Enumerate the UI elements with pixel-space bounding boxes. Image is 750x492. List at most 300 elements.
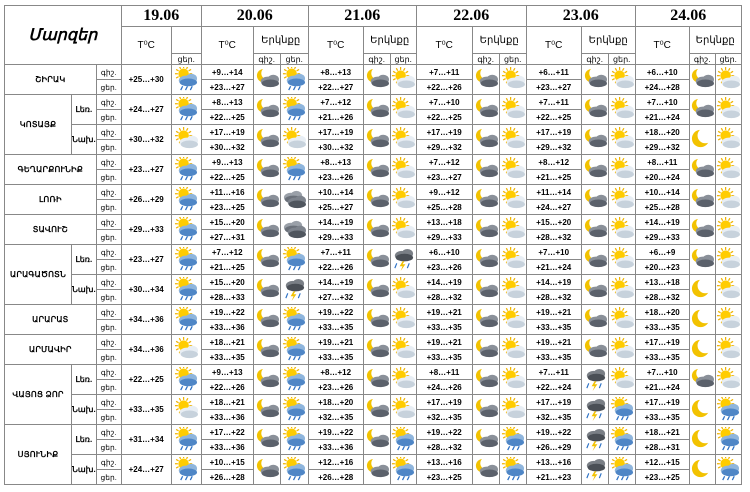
moon-cloud-icon [363,65,390,95]
region-name: ԱՐԱՐԱՏ [5,305,97,335]
temp-day: +21…+25 [526,170,581,185]
temp-night: +19…+22 [526,425,581,440]
temp-night: +17…+19 [416,395,472,410]
sun-cloud-icon [499,95,526,125]
moon-cloud-icon [363,455,390,485]
day-label: ցեր. [96,260,121,275]
temp-day: +21…+24 [635,110,689,125]
day-label: ցեր. [96,140,121,155]
temp-day: +28…+32 [526,230,581,245]
night-label: գիշ. [96,455,121,470]
temp-day-19: +31…+34 [121,425,171,455]
forecast-row [5,425,742,440]
sun-rain-icon [499,455,526,485]
day-label: ցեր. [96,380,121,395]
moon-cloud-icon [581,95,608,125]
zone-label: Լեռ. [72,245,97,275]
region-name: ԳԵՂԱՐՔՈՒՆԻՔ [5,155,97,185]
date-header-21: 21.06 [308,6,416,27]
day-label: ցեր. [96,410,121,425]
temp-night: +7…+12 [416,155,472,170]
temp-day-19: +34…+36 [121,335,171,365]
sun-cloud-icon [715,245,741,275]
sun-rain-icon [280,455,308,485]
moon-cloud-icon [581,185,608,215]
temp-night: +9…+12 [416,185,472,200]
temp-night: +8…+12 [308,365,363,380]
temp-night: +8…+13 [308,155,363,170]
temp-day: +23…+25 [201,200,253,215]
day-label: ցեր. [96,80,121,95]
temp-night: +19…+21 [526,335,581,350]
region-name: ԿՈՏԱՅՔ [5,95,72,155]
sun-rain-icon [280,365,308,395]
temp-night: +11…+16 [201,185,253,200]
temp-day: +27…+32 [308,290,363,305]
sun-rain-icon [608,455,635,485]
moon-cloud-icon [472,395,499,425]
moon-icon [689,425,715,455]
temp-night: +8…+13 [308,65,363,80]
moon-icon [689,335,715,365]
sun-rain-icon [280,425,308,455]
temp-night: +17…+19 [201,125,253,140]
moon-cloud-icon [689,245,715,275]
forecast-row [5,335,742,350]
sun-cloud-icon [715,155,741,185]
moon-cloud-icon [472,185,499,215]
temp-day: +21…+24 [526,260,581,275]
sun-rain-icon [390,425,416,455]
temp-day: +28…+32 [416,440,472,455]
temp-night: +9…+13 [201,155,253,170]
cloud-header-spacer [171,27,201,54]
day-label: ցեր. [96,440,121,455]
temp-day-19: +26…+29 [121,185,171,215]
day-subheader: ցեր. [715,54,741,65]
cloud-header: Երկնքը [472,27,526,54]
temp-header: T⁰C [416,27,472,65]
day-label: ցեր. [96,470,121,485]
sun-rain-icon [715,455,741,485]
sun-cloud-icon [171,395,201,425]
temp-night: +19…+21 [416,335,472,350]
sun-cloud-icon [608,185,635,215]
temp-day: +29…+32 [526,140,581,155]
temp-day-19: +22…+25 [121,365,171,395]
temp-night: +7…+11 [416,65,472,80]
forecast-row [5,95,742,110]
moon-cloud-icon [472,65,499,95]
temp-day: +22…+26 [416,80,472,95]
temp-day: +33…+36 [201,410,253,425]
temp-night: +8…+13 [201,95,253,110]
zone-label: Նախ. [72,395,97,425]
moon-cloud-icon [253,365,280,395]
date-header-20: 20.06 [201,6,308,27]
temp-day: +22…+25 [201,170,253,185]
sun-rain-icon [280,305,308,335]
temp-night: +17…+19 [526,395,581,410]
temp-day: +28…+32 [635,290,689,305]
region-name: ՏԱՎՈՒՇ [5,215,97,245]
day-label: ցեր. [96,200,121,215]
temp-day: +26…+29 [526,440,581,455]
temp-day: +23…+27 [201,80,253,95]
temp-night: +19…+21 [416,305,472,320]
region-name: ԱՐՄԱՎԻՐ [5,335,97,365]
sun-rain-icon [280,95,308,125]
temp-night: +6…+11 [526,65,581,80]
sun-cloud-icon [390,365,416,395]
sun-cloud-icon [499,125,526,155]
moon-cloud-icon [363,335,390,365]
night-label: գիշ. [96,245,121,260]
sun-cloud-icon [499,395,526,425]
temp-day: +33…+35 [526,350,581,365]
sun-cloud-icon [608,125,635,155]
cloud-header: Երկնքը [689,27,741,54]
temp-day: +21…+24 [635,380,689,395]
temp-day: +20…+24 [635,170,689,185]
temp-day-19: +25…+30 [121,65,171,95]
temp-night: +6…+10 [635,65,689,80]
temp-day: +23…+27 [416,170,472,185]
temp-night: +8…+11 [635,155,689,170]
temp-day-19: +33…+35 [121,395,171,425]
moon-cloud-icon [363,125,390,155]
regions-header: Մարզեր [5,6,122,65]
temp-day: +22…+25 [201,110,253,125]
sun-cloud-icon [499,305,526,335]
temp-day: +30…+32 [201,140,253,155]
moon-cloud-icon [581,305,608,335]
sun-cloud-icon [499,365,526,395]
night-label: գիշ. [96,425,121,440]
temp-day: +29…+33 [635,230,689,245]
sun-cloud-icon [608,215,635,245]
temp-header: T⁰C [201,27,253,65]
moon-cloud-icon [472,365,499,395]
forecast-row [5,395,742,410]
temp-night: +18…+21 [635,425,689,440]
temp-day: +32…+35 [308,410,363,425]
zone-label: Լեռ. [72,95,97,125]
sun-rain-icon [280,395,308,425]
moon-icon [689,455,715,485]
night-label: գիշ. [96,65,121,80]
zone-label: Նախ. [72,125,97,155]
moon-cloud-icon [472,305,499,335]
sun-rain-icon [171,155,201,185]
temp-night: +18…+20 [635,305,689,320]
temp-night: +19…+22 [308,305,363,320]
date-header-23: 23.06 [526,6,635,27]
sun-cloud-icon [608,305,635,335]
moon-cloud-icon [253,275,280,305]
sun-cloud-icon [390,275,416,305]
sun-rain-icon [171,365,201,395]
forecast-table [4,5,742,485]
day-subheader: ցեր. [499,54,526,65]
sun-cloud-icon [608,365,635,395]
temp-night: +7…+11 [526,365,581,380]
sun-cloud-icon [715,125,741,155]
zone-label: Նախ. [72,455,97,485]
sun-cloud-icon [715,185,741,215]
forecast-row [5,185,742,200]
night-label: գիշ. [96,125,121,140]
moon-cloud-icon [472,215,499,245]
sun-cloud-icon [390,305,416,335]
temp-day: +23…+26 [308,380,363,395]
region-name: ՎԱՅՈՑ ՁՈՐ [5,365,72,425]
moon-cloud-icon [581,125,608,155]
temp-day: +25…+28 [416,200,472,215]
moon-cloud-icon [472,425,499,455]
moon-cloud-icon [581,155,608,185]
forecast-row [5,215,742,230]
moon-cloud-icon [689,215,715,245]
temp-night: +10…+14 [635,185,689,200]
temp-day: +28…+32 [526,290,581,305]
zone-label: Նախ. [72,275,97,305]
night-label: գիշ. [96,185,121,200]
sun-cloud-icon [390,335,416,365]
sun-cloud-icon [390,155,416,185]
temp-header: T⁰C [121,27,171,65]
temp-day: +21…+23 [526,470,581,485]
sun-rain-icon [171,185,201,215]
moon-cloud-icon [253,455,280,485]
forecast-row [5,455,742,470]
temp-header: T⁰C [526,27,581,65]
sun-cloud-icon [499,275,526,305]
temp-day: +23…+25 [635,470,689,485]
temp-night: +10…+14 [308,185,363,200]
moon-icon [689,305,715,335]
temp-day: +33…+35 [526,320,581,335]
moon-icon [689,275,715,305]
sun-cloud-icon [499,65,526,95]
sun-cloud-icon [608,275,635,305]
temp-night: +17…+19 [526,125,581,140]
temp-night: +19…+21 [526,305,581,320]
moon-icon [689,395,715,425]
moon-cloud-icon [472,245,499,275]
temp-day: +30…+32 [308,140,363,155]
temp-day-19: +24…+27 [121,455,171,485]
night-subheader: գիշ. [689,54,715,65]
temp-night: +17…+19 [635,395,689,410]
storm-icon [581,455,608,485]
day-subheader: ցեր. [608,54,635,65]
zone-label: Լեռ. [72,425,97,455]
sun-rain-icon [715,395,741,425]
sun-cloud-icon [608,155,635,185]
sun-rain-icon [608,395,635,425]
temp-day: +26…+28 [308,470,363,485]
temp-night: +7…+12 [308,95,363,110]
moon-cloud-icon [363,95,390,125]
temp-day: +28…+33 [201,290,253,305]
night-label: գիշ. [96,365,121,380]
day-label: ցեր. [96,320,121,335]
night-subheader: գիշ. [472,54,499,65]
temp-night: +12…+16 [308,455,363,470]
moon-cloud-icon [472,95,499,125]
moon-cloud-icon [253,305,280,335]
moon-cloud-icon [363,185,390,215]
temp-day-19: +29…+33 [121,215,171,245]
forecast-row [5,275,742,290]
sun-cloud-icon [390,395,416,425]
region-name: ԼՈՌԻ [5,185,97,215]
temp-night: +14…+19 [308,275,363,290]
temp-header: T⁰C [635,27,689,65]
temp-day: +23…+26 [308,170,363,185]
temp-day: +25…+28 [635,200,689,215]
sun-cloud-icon [171,335,201,365]
sun-cloud-icon [390,185,416,215]
night-subheader: գիշ. [581,54,608,65]
temp-day: +21…+25 [201,260,253,275]
temp-night: +19…+22 [416,425,472,440]
temp-day: +24…+28 [635,80,689,95]
temp-header: T⁰C [308,27,363,65]
moon-cloud-icon [363,365,390,395]
forecast-row [5,245,742,260]
sun-cloud-icon [608,335,635,365]
moon-icon [689,125,715,155]
night-label: գիշ. [96,275,121,290]
moon-cloud-icon [253,125,280,155]
temp-day: +23…+26 [416,260,472,275]
temp-night: +6…+9 [635,245,689,260]
temp-day: +22…+26 [308,260,363,275]
sun-cloud-icon [499,245,526,275]
moon-cloud-icon [363,155,390,185]
temp-day: +33…+35 [635,350,689,365]
sun-rain-icon [171,215,201,245]
temp-night: +7…+12 [201,245,253,260]
moon-cloud-icon [581,275,608,305]
cloud-header: Երկնքը [363,27,416,54]
day-subheader: ցեր. [171,54,201,65]
date-header-22: 22.06 [416,6,526,27]
storm-icon [581,395,608,425]
temp-day: +22…+24 [526,380,581,395]
temp-night: +15…+20 [201,215,253,230]
cloud-header: Երկնքը [581,27,635,54]
temp-day: +33…+36 [201,440,253,455]
temp-day-19: +23…+27 [121,155,171,185]
temp-night: +13…+16 [416,455,472,470]
temp-day: +26…+28 [201,470,253,485]
temp-day: +29…+33 [308,230,363,245]
sun-rain-icon [608,425,635,455]
sun-cloud-icon [715,305,741,335]
moon-cloud-icon [363,425,390,455]
storm-icon [280,275,308,305]
temp-night: +17…+19 [416,125,472,140]
sun-cloud-icon [715,95,741,125]
temp-night: +13…+16 [526,455,581,470]
sun-rain-icon [280,335,308,365]
temp-day: +21…+26 [308,110,363,125]
forecast-row [5,365,742,380]
storm-icon [581,365,608,395]
temp-day: +33…+35 [308,350,363,365]
night-label: գիշ. [96,395,121,410]
forecast-row [5,125,742,140]
moon-cloud-icon [253,95,280,125]
temp-night: +19…+21 [308,335,363,350]
moon-cloud-icon [472,125,499,155]
moon-cloud-icon [363,275,390,305]
temp-day: +22…+27 [308,80,363,95]
temp-night: +17…+22 [201,425,253,440]
moon-cloud-icon [581,335,608,365]
temp-night: +13…+18 [635,275,689,290]
temp-night: +18…+20 [308,395,363,410]
temp-night: +14…+19 [308,215,363,230]
sun-rain-icon [171,65,201,95]
cloud-header: Երկնքը [253,27,308,54]
sun-cloud-icon [390,65,416,95]
temp-night: +12…+15 [635,455,689,470]
moon-cloud-icon [689,95,715,125]
sun-rain-icon [715,425,741,455]
temp-day-19: +23…+27 [121,245,171,275]
day-label: ցեր. [96,290,121,305]
sun-cloud-icon [715,365,741,395]
cloud-icon [280,185,308,215]
night-label: գիշ. [96,215,121,230]
temp-night: +14…+19 [416,275,472,290]
temp-day-19: +30…+32 [121,125,171,155]
night-subheader: գիշ. [253,54,280,65]
temp-night: +18…+21 [201,335,253,350]
night-subheader: գիշ. [363,54,390,65]
sun-cloud-icon [390,215,416,245]
temp-day: +22…+26 [201,380,253,395]
day-label: ցեր. [96,110,121,125]
date-header-19: 19.06 [121,6,201,27]
moon-cloud-icon [472,455,499,485]
moon-cloud-icon [253,185,280,215]
temp-day: +29…+33 [416,230,472,245]
night-label: գիշ. [96,155,121,170]
moon-cloud-icon [363,215,390,245]
temp-day: +33…+35 [308,320,363,335]
temp-night: +7…+11 [526,95,581,110]
temp-night: +7…+10 [526,245,581,260]
sun-cloud-icon [715,65,741,95]
temp-night: +10…+15 [201,455,253,470]
temp-night: +19…+22 [201,305,253,320]
region-name: ԱՐԱԳԱԾՈՏՆ [5,245,72,305]
temp-night: +8…+12 [526,155,581,170]
moon-cloud-icon [253,425,280,455]
temp-day-19: +30…+34 [121,275,171,305]
day-label: ցեր. [96,170,121,185]
temp-day: +33…+35 [416,320,472,335]
temp-day: +33…+35 [416,350,472,365]
temp-night: +18…+21 [201,395,253,410]
night-label: գիշ. [96,95,121,110]
sun-rain-icon [280,155,308,185]
